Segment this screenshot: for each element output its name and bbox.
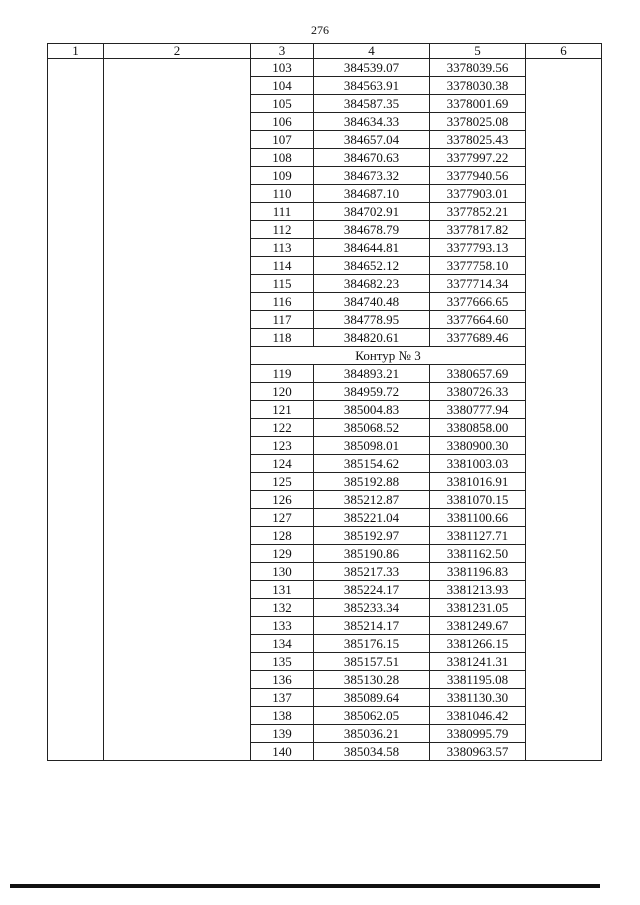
y-coordinate-cell: 3377664.60 xyxy=(430,311,526,329)
point-number-cell: 116 xyxy=(251,293,314,311)
x-coordinate-cell: 385214.17 xyxy=(314,617,430,635)
x-coordinate-cell: 384702.91 xyxy=(314,203,430,221)
y-coordinate-cell: 3378001.69 xyxy=(430,95,526,113)
x-coordinate-cell: 385098.01 xyxy=(314,437,430,455)
point-number-cell: 111 xyxy=(251,203,314,221)
column-2-cell xyxy=(104,59,251,761)
header-cell: 2 xyxy=(104,44,251,59)
x-coordinate-cell: 385221.04 xyxy=(314,509,430,527)
point-number-cell: 109 xyxy=(251,167,314,185)
table-row xyxy=(48,59,602,77)
y-coordinate-cell: 3380963.57 xyxy=(430,743,526,761)
point-number-cell: 124 xyxy=(251,455,314,473)
point-number-cell: 118 xyxy=(251,329,314,347)
x-coordinate-cell: 385192.97 xyxy=(314,527,430,545)
point-number-cell: 117 xyxy=(251,311,314,329)
point-number-cell: 120 xyxy=(251,383,314,401)
y-coordinate-cell: 3380858.00 xyxy=(430,419,526,437)
y-coordinate-cell: 3377903.01 xyxy=(430,185,526,203)
x-coordinate-cell: 384587.35 xyxy=(314,95,430,113)
point-number-cell: 140 xyxy=(251,743,314,761)
y-coordinate-cell: 3381162.50 xyxy=(430,545,526,563)
point-number-cell: 103 xyxy=(251,59,314,77)
column-6-cell xyxy=(526,59,602,761)
x-coordinate-cell: 384634.33 xyxy=(314,113,430,131)
point-number-cell: 134 xyxy=(251,635,314,653)
x-coordinate-cell: 385154.62 xyxy=(314,455,430,473)
y-coordinate-cell: 3378025.43 xyxy=(430,131,526,149)
point-number-cell: 122 xyxy=(251,419,314,437)
point-number-cell: 121 xyxy=(251,401,314,419)
y-coordinate-cell: 3380777.94 xyxy=(430,401,526,419)
table-body xyxy=(48,59,602,761)
x-coordinate-cell: 385062.05 xyxy=(314,707,430,725)
x-coordinate-cell: 385224.17 xyxy=(314,581,430,599)
y-coordinate-cell: 3377817.82 xyxy=(430,221,526,239)
point-number-cell: 119 xyxy=(251,365,314,383)
point-number-cell: 130 xyxy=(251,563,314,581)
point-number-cell: 139 xyxy=(251,725,314,743)
x-coordinate-cell: 384959.72 xyxy=(314,383,430,401)
y-coordinate-cell: 3377758.10 xyxy=(430,257,526,275)
y-coordinate-cell: 3377940.56 xyxy=(430,167,526,185)
x-coordinate-cell: 384740.48 xyxy=(314,293,430,311)
x-coordinate-cell: 384657.04 xyxy=(314,131,430,149)
y-coordinate-cell: 3381231.05 xyxy=(430,599,526,617)
x-coordinate-cell: 384893.21 xyxy=(314,365,430,383)
point-number-cell: 126 xyxy=(251,491,314,509)
x-coordinate-cell: 384778.95 xyxy=(314,311,430,329)
contour-label: Контур № 3 xyxy=(251,347,526,365)
y-coordinate-cell: 3377714.34 xyxy=(430,275,526,293)
y-coordinate-cell: 3381016.91 xyxy=(430,473,526,491)
point-number-cell: 137 xyxy=(251,689,314,707)
x-coordinate-cell: 385212.87 xyxy=(314,491,430,509)
point-number-cell: 123 xyxy=(251,437,314,455)
x-coordinate-cell: 384820.61 xyxy=(314,329,430,347)
point-number-cell: 110 xyxy=(251,185,314,203)
header-cell: 1 xyxy=(48,44,104,59)
column-1-cell xyxy=(48,59,104,761)
y-coordinate-cell: 3377666.65 xyxy=(430,293,526,311)
y-coordinate-cell: 3380726.33 xyxy=(430,383,526,401)
point-number-cell: 135 xyxy=(251,653,314,671)
x-coordinate-cell: 384652.12 xyxy=(314,257,430,275)
y-coordinate-cell: 3380657.69 xyxy=(430,365,526,383)
y-coordinate-cell: 3381130.30 xyxy=(430,689,526,707)
y-coordinate-cell: 3381195.08 xyxy=(430,671,526,689)
x-coordinate-cell: 385217.33 xyxy=(314,563,430,581)
y-coordinate-cell: 3381046.42 xyxy=(430,707,526,725)
header-cell: 4 xyxy=(314,44,430,59)
point-number-cell: 133 xyxy=(251,617,314,635)
point-number-cell: 108 xyxy=(251,149,314,167)
x-coordinate-cell: 385130.28 xyxy=(314,671,430,689)
y-coordinate-cell: 3381196.83 xyxy=(430,563,526,581)
x-coordinate-cell: 384563.91 xyxy=(314,77,430,95)
page-number: 276 xyxy=(311,23,329,37)
y-coordinate-cell: 3377997.22 xyxy=(430,149,526,167)
y-coordinate-cell: 3378030.38 xyxy=(430,77,526,95)
y-coordinate-cell: 3377793.13 xyxy=(430,239,526,257)
point-number-cell: 138 xyxy=(251,707,314,725)
y-coordinate-cell: 3381127.71 xyxy=(430,527,526,545)
x-coordinate-cell: 385034.58 xyxy=(314,743,430,761)
point-number-cell: 131 xyxy=(251,581,314,599)
point-number-cell: 106 xyxy=(251,113,314,131)
y-coordinate-cell: 3378025.08 xyxy=(430,113,526,131)
x-coordinate-cell: 385157.51 xyxy=(314,653,430,671)
y-coordinate-cell: 3377689.46 xyxy=(430,329,526,347)
y-coordinate-cell: 3381249.67 xyxy=(430,617,526,635)
y-coordinate-cell: 3381100.66 xyxy=(430,509,526,527)
header-cell: 6 xyxy=(526,44,602,59)
point-number-cell: 128 xyxy=(251,527,314,545)
y-coordinate-cell: 3381213.93 xyxy=(430,581,526,599)
y-coordinate-cell: 3381070.15 xyxy=(430,491,526,509)
header-row xyxy=(48,44,602,59)
header-cell: 5 xyxy=(430,44,526,59)
point-number-cell: 115 xyxy=(251,275,314,293)
point-number-cell: 113 xyxy=(251,239,314,257)
point-number-cell: 129 xyxy=(251,545,314,563)
bottom-rule xyxy=(10,884,600,888)
y-coordinate-cell: 3381241.31 xyxy=(430,653,526,671)
x-coordinate-cell: 384539.07 xyxy=(314,59,430,77)
y-coordinate-cell: 3380900.30 xyxy=(430,437,526,455)
x-coordinate-cell: 385190.86 xyxy=(314,545,430,563)
x-coordinate-cell: 384670.63 xyxy=(314,149,430,167)
x-coordinate-cell: 385089.64 xyxy=(314,689,430,707)
point-number-cell: 132 xyxy=(251,599,314,617)
header-cell: 3 xyxy=(251,44,314,59)
point-number-cell: 114 xyxy=(251,257,314,275)
y-coordinate-cell: 3381003.03 xyxy=(430,455,526,473)
point-number-cell: 136 xyxy=(251,671,314,689)
x-coordinate-cell: 384644.81 xyxy=(314,239,430,257)
point-number-cell: 127 xyxy=(251,509,314,527)
x-coordinate-cell: 384682.23 xyxy=(314,275,430,293)
x-coordinate-cell: 385233.34 xyxy=(314,599,430,617)
x-coordinate-cell: 385068.52 xyxy=(314,419,430,437)
x-coordinate-cell: 385036.21 xyxy=(314,725,430,743)
point-number-cell: 104 xyxy=(251,77,314,95)
y-coordinate-cell: 3377852.21 xyxy=(430,203,526,221)
y-coordinate-cell: 3378039.56 xyxy=(430,59,526,77)
x-coordinate-cell: 385176.15 xyxy=(314,635,430,653)
point-number-cell: 105 xyxy=(251,95,314,113)
point-number-cell: 112 xyxy=(251,221,314,239)
x-coordinate-cell: 385004.83 xyxy=(314,401,430,419)
x-coordinate-cell: 384687.10 xyxy=(314,185,430,203)
x-coordinate-cell: 384678.79 xyxy=(314,221,430,239)
coordinates-table xyxy=(47,43,602,761)
point-number-cell: 107 xyxy=(251,131,314,149)
point-number-cell: 125 xyxy=(251,473,314,491)
y-coordinate-cell: 3381266.15 xyxy=(430,635,526,653)
x-coordinate-cell: 385192.88 xyxy=(314,473,430,491)
y-coordinate-cell: 3380995.79 xyxy=(430,725,526,743)
x-coordinate-cell: 384673.32 xyxy=(314,167,430,185)
